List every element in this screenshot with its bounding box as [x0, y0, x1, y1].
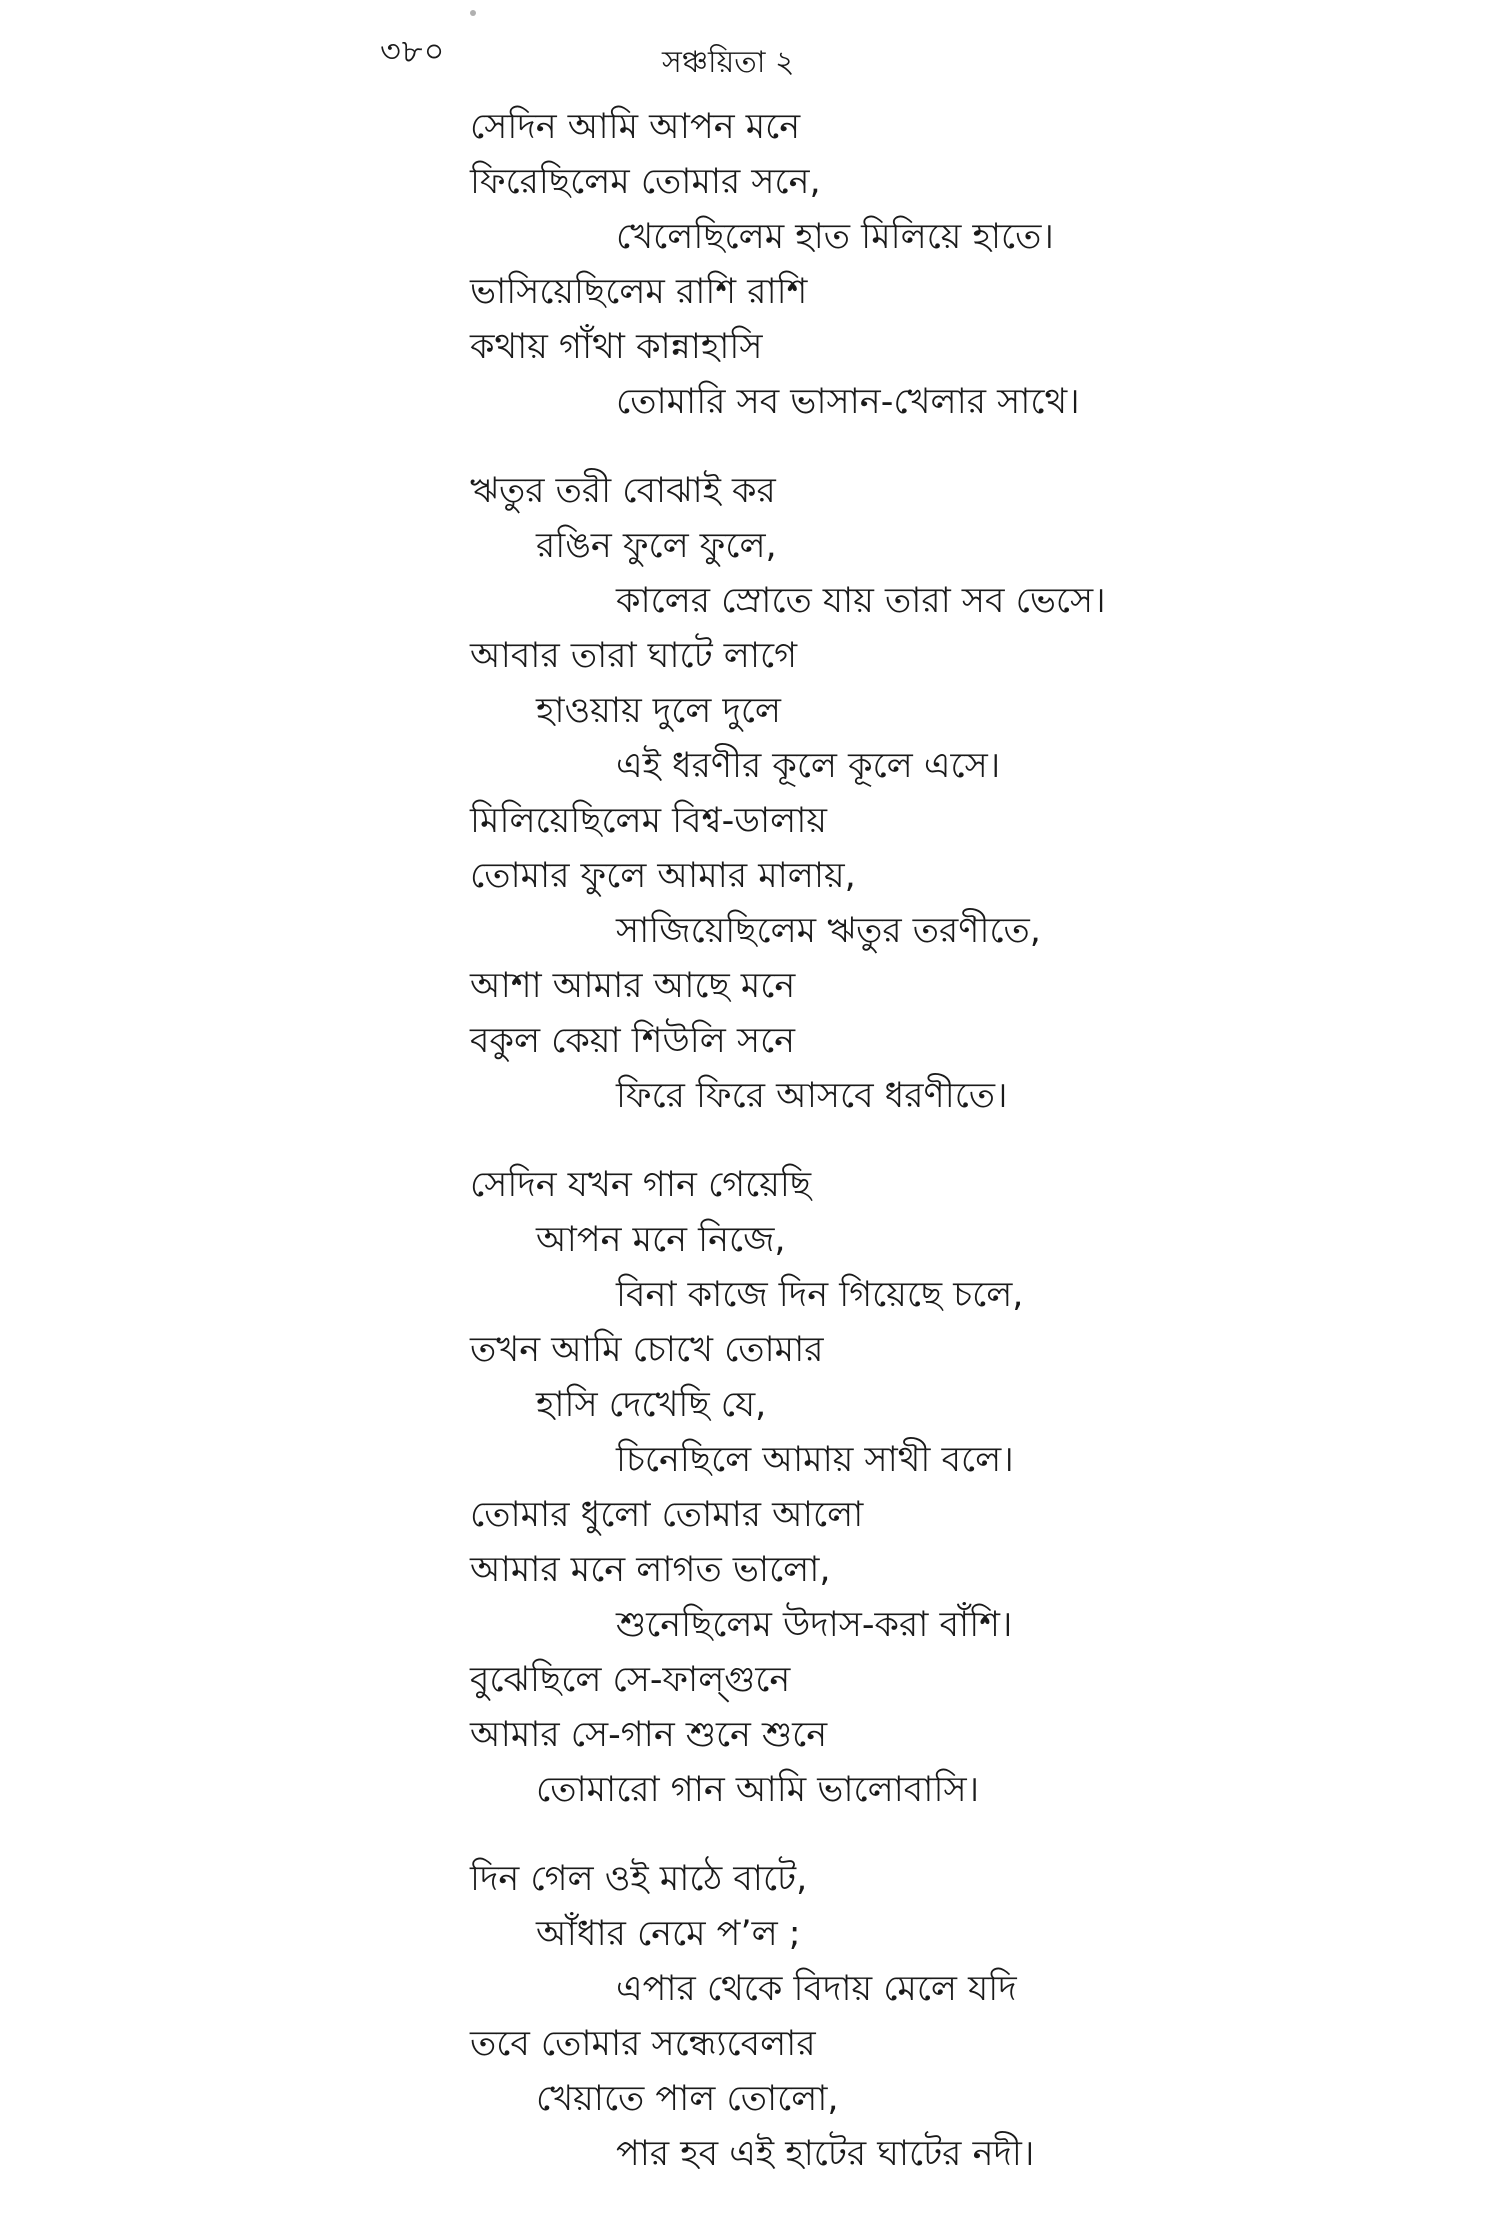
poem-line: ফিরেছিলেম তোমার সনে,	[470, 162, 821, 202]
stanza	[470, 100, 1470, 430]
poem-line: আঁধার নেমে প’ল ;	[536, 1914, 801, 1954]
poem-line: ঋতুর তরী বোঝাই কর	[470, 471, 776, 511]
poem-line: বিনা কাজে দিন গিয়েছে চলে,	[616, 1275, 1024, 1315]
poem-line: এপার থেকে বিদায় মেলে যদি	[616, 1969, 1017, 2009]
page-number: ৩৮০	[380, 32, 446, 70]
poem-line: বুঝেছিলে সে-ফাল্গুনে	[470, 1660, 791, 1700]
stanza	[470, 464, 1470, 1124]
poem-line: তোমার ধুলো তোমার আলো	[470, 1495, 864, 1535]
poem-line: চিনেছিলে আমায় সাথী বলে।	[616, 1440, 1014, 1480]
poem-line: মিলিয়েছিলেম বিশ্ব-ডালায়	[470, 801, 828, 841]
poem-line: ভাসিয়েছিলেম রাশি রাশি	[470, 272, 808, 312]
poem-line: দিন গেল ওই মাঠে বাটে,	[470, 1859, 808, 1899]
poem-line: খেয়াতে পাল তোলো,	[536, 2079, 839, 2119]
poem-line: তোমার ফুলে আমার মালায়,	[470, 856, 856, 896]
poem-line: শুনেছিলেম উদাস-করা বাঁশি।	[616, 1605, 1013, 1645]
poem-line: রঙিন ফুলে ফুলে,	[536, 526, 777, 566]
poem-line: আমার মনে লাগত ভালো,	[470, 1550, 831, 1590]
poem-line: হাসি দেখেছি যে,	[536, 1385, 767, 1425]
running-title: সঞ্চয়িতা ২	[662, 45, 795, 80]
poem-line: খেলেছিলেম হাত মিলিয়ে হাতে।	[616, 217, 1054, 257]
print-speck	[470, 10, 476, 16]
poem-line: কথায় গাঁথা কান্নাহাসি	[470, 327, 763, 367]
poem-line: তবে তোমার সন্ধ্যেবেলার	[470, 2024, 816, 2064]
poem-line: ফিরে ফিরে আসবে ধরণীতে।	[616, 1076, 1008, 1116]
poem-line: আশা আমার আছে মনে	[470, 966, 796, 1006]
poem-line: আবার তারা ঘাটে লাগে	[470, 636, 798, 676]
stanza	[470, 1852, 1470, 2182]
poem-line: হাওয়ায় দুলে দুলে	[536, 691, 781, 731]
poem-body	[470, 100, 1470, 2216]
poem-line: সেদিন আমি আপন মনে	[470, 107, 801, 147]
poem-line: তোমারি সব ভাসান-খেলার সাথে।	[616, 382, 1080, 422]
poem-line: সাজিয়েছিলেম ঋতুর তরণীতে,	[616, 911, 1041, 951]
poem-line: আপন মনে নিজে,	[536, 1220, 786, 1260]
stanza	[470, 1158, 1470, 1818]
poem-line: এই ধরণীর কূলে কূলে এসে।	[616, 746, 1001, 786]
poem-line: সেদিন যখন গান গেয়েছি	[470, 1165, 812, 1205]
poem-line: কালের স্রোতে যায় তারা সব ভেসে।	[616, 581, 1106, 621]
poem-line: তখন আমি চোখে তোমার	[470, 1330, 824, 1370]
poem-line: পার হব এই হাটের ঘাটের নদী।	[616, 2134, 1035, 2174]
poem-line: আমার সে-গান শুনে শুনে	[470, 1715, 828, 1755]
poem-line: তোমারো গান আমি ভালোবাসি।	[536, 1770, 980, 1810]
poem-line: বকুল কেয়া শিউলি সনে	[470, 1021, 796, 1061]
